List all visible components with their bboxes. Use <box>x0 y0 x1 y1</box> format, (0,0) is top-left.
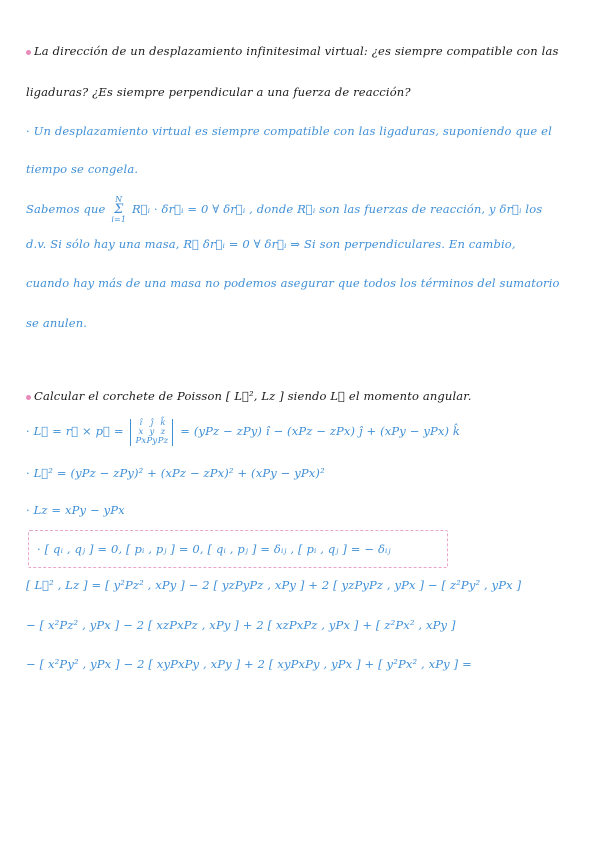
answer-1-line-1: · Un desplazamiento virtual es siempre compatible con las ligaduras, suponiendo que el <box>26 124 552 138</box>
question-1-text-1: La dirección de un desplazamiento infinitesimal virtual: ¿es siempre compatible con las <box>34 44 559 58</box>
expansion-line-1: [ L⃗² , Lz ] = [ y²Pz² , xPy ] − 2 [ yzPyPz , xPy ] + 2 [ yzPyPz , yPx ] − [ z²Py² , yPx ] <box>26 578 522 592</box>
answer-1-line-2: tiempo se congela. <box>26 162 139 176</box>
matrix-row: PxPyPz <box>135 435 169 446</box>
answer-1-line-4: d.v. Si sólo hay una masa, R⃗ δr⃗ᵢ = 0 ∀ δr⃗ᵢ ⇒ Si son perpendiculares. En cambio, <box>26 237 516 251</box>
answer-1-line-3 <box>26 196 581 224</box>
bullet-icon <box>26 395 31 400</box>
question-1-line-2: ligaduras? ¿Es siempre perpendicular a una fuerza de reacción? <box>26 85 411 99</box>
question-1-line-1 <box>26 44 581 58</box>
answer-1-line-6: se anulen. <box>26 316 88 330</box>
expansion-line-2: − [ x²Pz² , yPx ] − 2 [ xzPxPz , xPy ] + 2 [ xzPxPz , yPx ] + [ z²Px² , xPy ] <box>26 618 456 632</box>
determinant-matrix <box>130 419 173 446</box>
expansion-line-3: − [ x²Py² , yPx ] − 2 [ xyPxPy , xPy ] + 2 [ xyPxPy , yPx ] + [ y²Px² , xPy ] = <box>26 657 472 671</box>
matrix-row: x y z <box>138 426 166 437</box>
L-definition-post: = (yPz − zPy) î − (xPz − zPx) ĵ + (xPy − yPx) k̂ <box>180 424 461 438</box>
summation-symbol: N Σ i=1 <box>111 196 127 224</box>
question-2-line-1 <box>26 389 581 403</box>
answer-1-line-3-post: R⃗ᵢ · δr⃗ᵢ = 0 ∀ δr⃗ᵢ , donde R⃗ᵢ son las fuerzas de reacción, y δr⃗ᵢ los <box>131 202 543 216</box>
bullet-icon <box>26 50 31 55</box>
Lz-expression: · Lz = xPy − yPx <box>26 503 125 517</box>
question-2-text: Calcular el corchete de Poisson [ L⃗², Lz ] siendo L⃗ el momento angular. <box>34 389 472 403</box>
answer-1-line-3-pre: Sabemos que <box>26 202 106 216</box>
angular-momentum-definition <box>26 416 581 446</box>
fundamental-brackets: · [ qᵢ , qⱼ ] = 0, [ pᵢ , pⱼ ] = 0, [ qᵢ , pⱼ ] = δᵢⱼ , [ pᵢ , qⱼ ] = − δᵢⱼ <box>37 542 391 556</box>
poisson-brackets-box <box>28 530 448 568</box>
L-definition-pre: · L⃗ = r⃗ × p⃗ = <box>26 424 124 438</box>
matrix-row: î ĵ k̂ <box>139 417 166 428</box>
L-squared-expression: · L⃗² = (yPz − zPy)² + (xPz − zPx)² + (xPy − yPx)² <box>26 466 325 480</box>
answer-1-line-5: cuando hay más de una masa no podemos asegurar que todos los términos del sumatorio <box>26 276 560 290</box>
